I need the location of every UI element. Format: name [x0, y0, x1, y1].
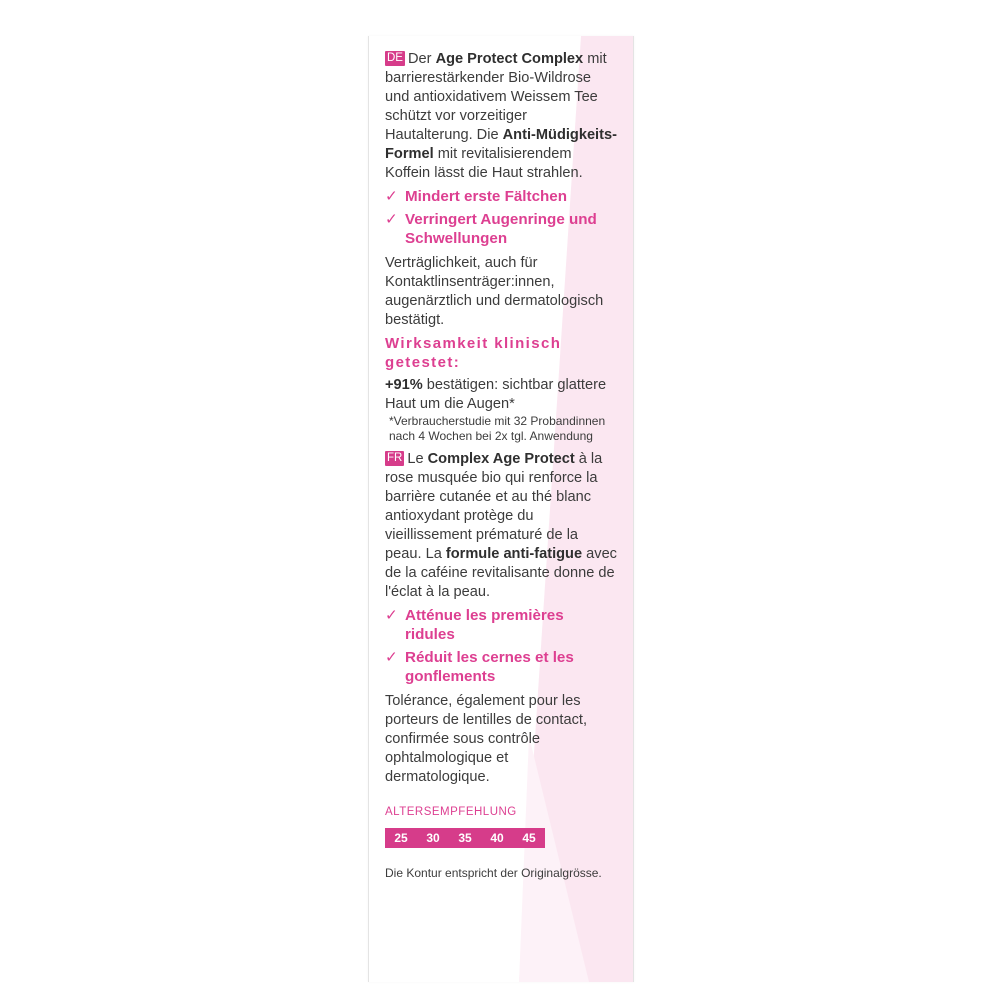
- text-content: [385, 50, 617, 881]
- fr-formula-name: formule anti-fatigue: [445, 546, 583, 562]
- de-complex-name: Age Protect Complex: [435, 51, 584, 67]
- fr-tolerance: Tolérance, également pour les porteurs de lentilles de contact, confirmée sous contrôle ophtalmologique et dermatologique.: [385, 693, 587, 785]
- fr-benefit-1: ✓ Atténue les premières ridules: [385, 607, 564, 643]
- fr-language-badge: FR: [387, 452, 403, 464]
- check-icon: ✓: [385, 188, 398, 205]
- de-benefit-1: ✓ Mindert erste Fältchen: [385, 188, 568, 205]
- product-info-panel: [368, 36, 634, 982]
- de-benefit-2: ✓ Verringert Augenringe und Schwellungen: [385, 211, 597, 247]
- check-icon: ✓: [385, 211, 398, 228]
- fr-complex-name: Complex Age Protect: [427, 451, 575, 467]
- de-intro: DE Der Age Protect Complex mit barrierestärkender Bio-Wildrose und antioxidativem Weissem Tee schützt vor vorzeitiger Hautalterung. Die Anti-Müdigkeits-Formel mit revitalisierendem Koffein lässt die Haut strahlen.: [385, 51, 617, 181]
- fr-intro: FR Le Complex Age Protect à la rose musquée bio qui renforce la barrière cutanée et au thé blanc antioxydant protège du vieillissement prématuré de la peau. La formule anti-fatigue avec de la caféine revitalisante donne de l'éclat à la peau.: [385, 451, 617, 600]
- age-40: 40: [481, 828, 513, 848]
- de-formula-name: Anti-Müdigkeits-Formel: [385, 127, 617, 162]
- check-icon: ✓: [385, 607, 398, 624]
- de-clinical-heading: Wirksamkeit klinisch getestet:: [385, 335, 562, 371]
- check-icon: ✓: [385, 649, 398, 666]
- fr-benefit-2: ✓ Réduit les cernes et les gonflements: [385, 649, 574, 685]
- age-recommendation-scale: [385, 828, 617, 848]
- age-45: 45: [513, 828, 545, 848]
- de-clinical-result: +91% bestätigen: sichtbar glattere Haut um die Augen*: [385, 377, 607, 412]
- de-tolerance: Verträglichkeit, auch für Kontaktlinsenträger:innen, augenärztlich und dermatologisch bestätigt.: [385, 255, 604, 328]
- age-recommendation-label: ALTERSEMPFEHLUNG: [385, 806, 517, 818]
- contour-note: Die Kontur entspricht der Originalgrösse.: [385, 866, 602, 880]
- age-35: 35: [449, 828, 481, 848]
- de-language-badge: DE: [387, 52, 403, 64]
- age-25: 25: [385, 828, 417, 848]
- de-footnote: *Verbraucherstudie mit 32 Probandinnen nach 4 Wochen bei 2x tgl. Anwendung: [389, 414, 606, 443]
- age-30: 30: [417, 828, 449, 848]
